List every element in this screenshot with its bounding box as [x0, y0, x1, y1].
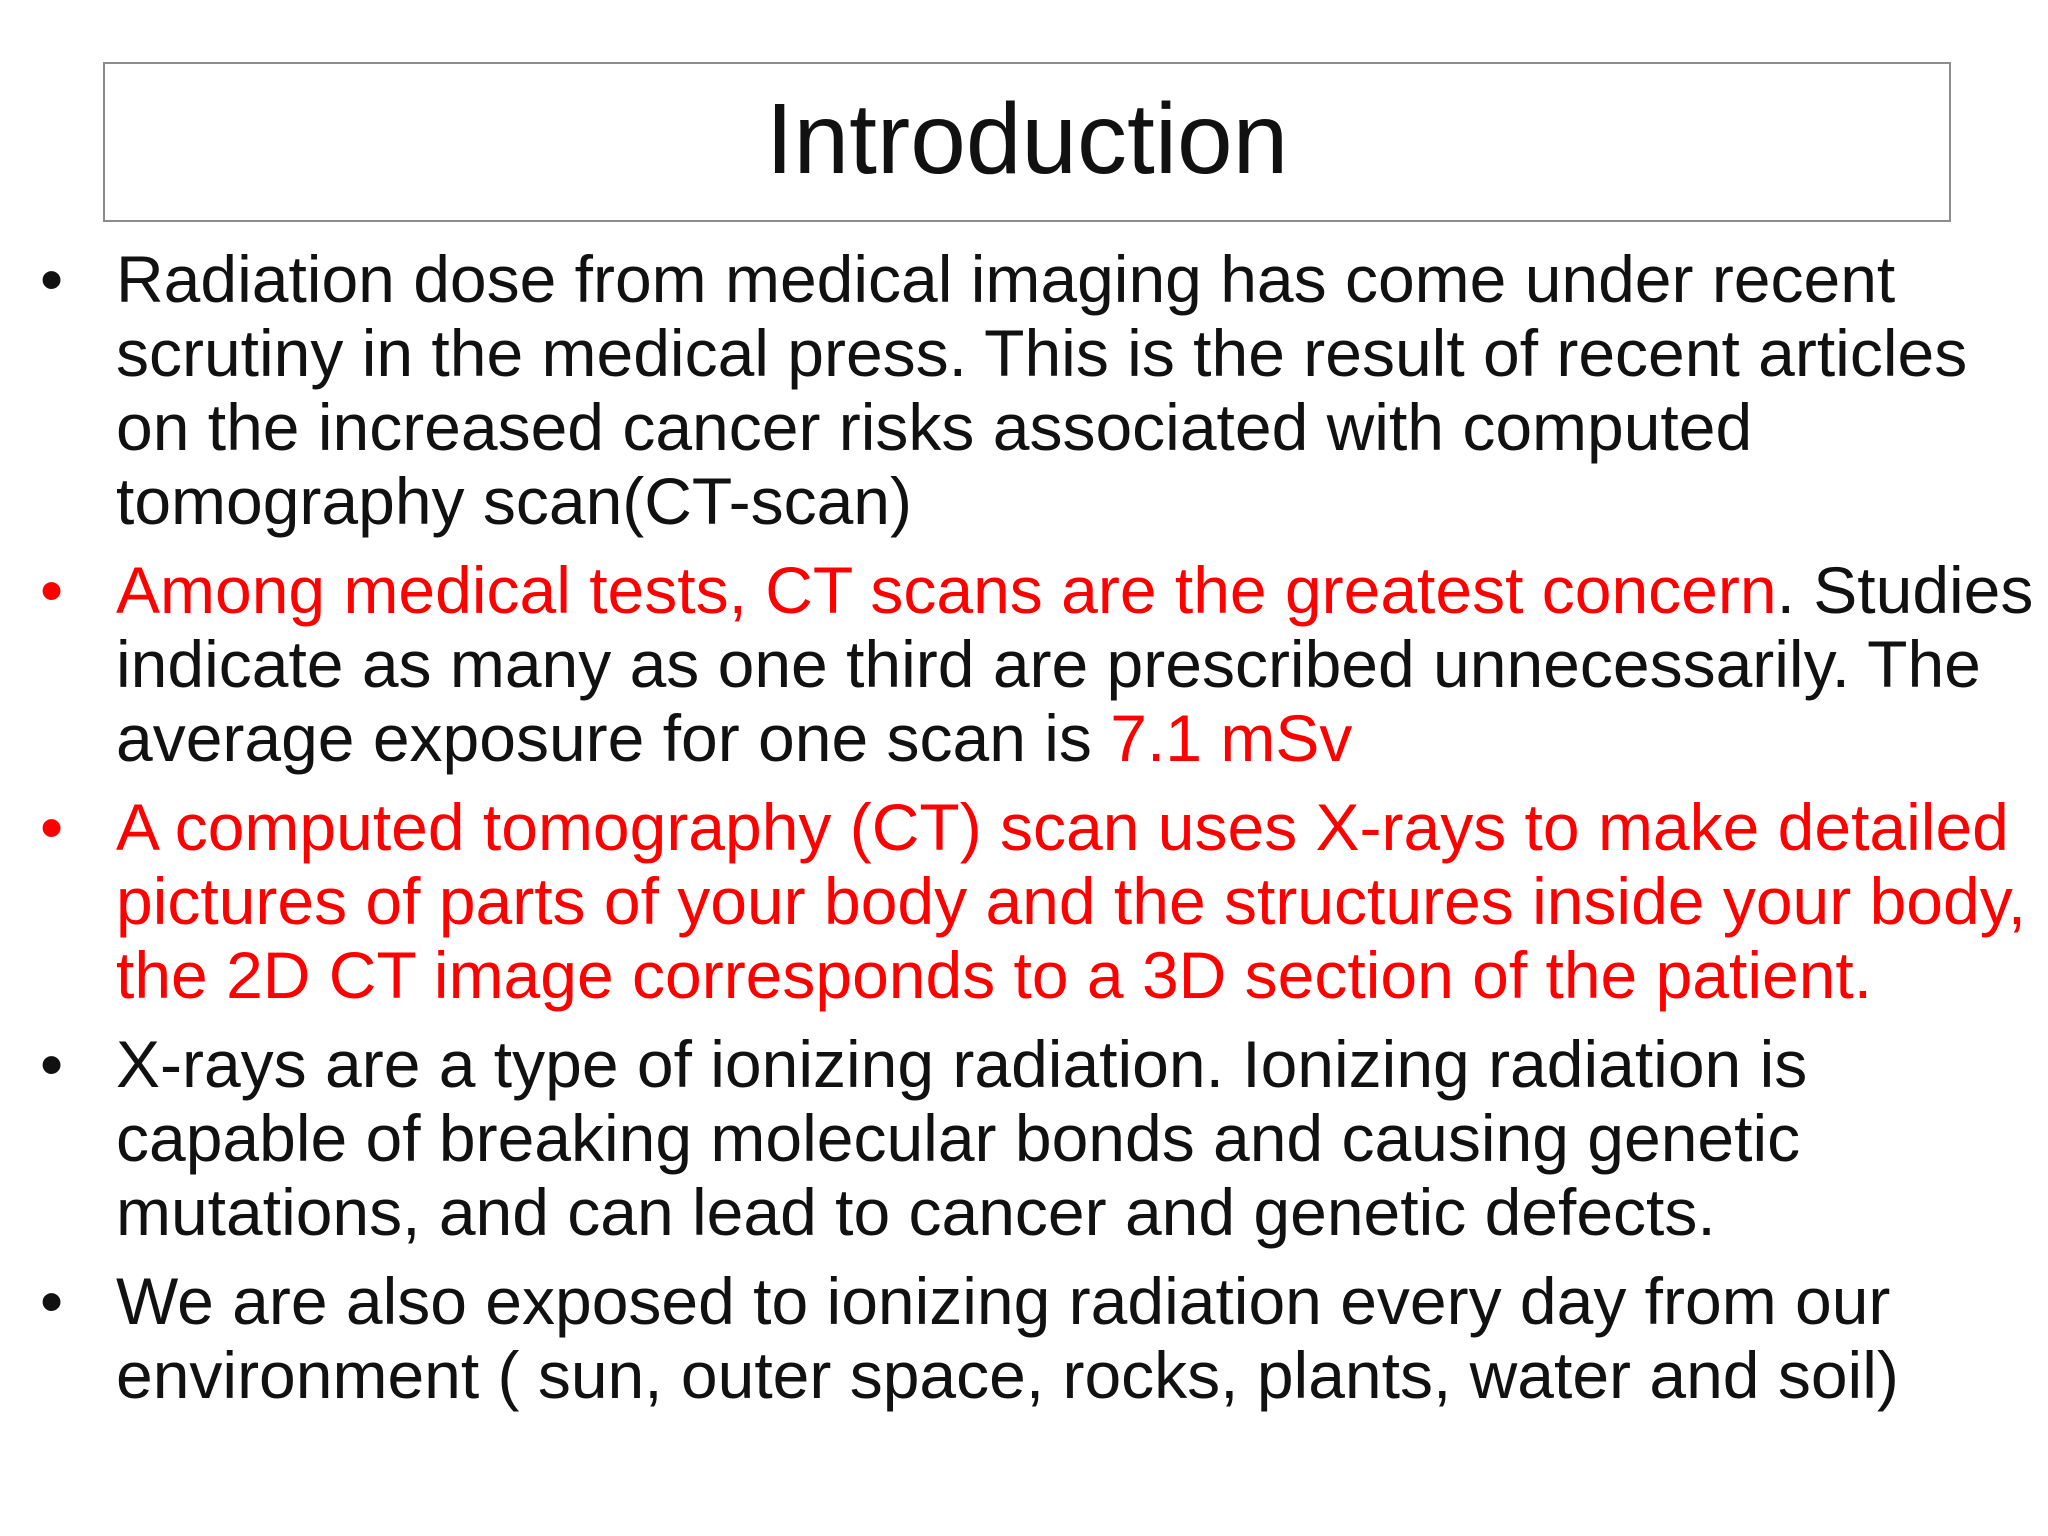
bullet-text-highlight: A computed tomography (CT) scan uses X-rays to make detailed pictures of parts of your body and the structures inside your body, the 2D CT image corresponds to a 3D section of the patient. [116, 790, 2027, 1012]
bullet-list [30, 242, 2040, 1427]
bullet-item [30, 1027, 2040, 1249]
bullet-text: We are also exposed to ionizing radiation every day from our environment ( sun, outer space, rocks, plants, water and soil) [116, 1264, 1899, 1412]
bullet-item [30, 553, 2040, 775]
bullet-item [30, 790, 2040, 1012]
bullet-text-highlight: 7.1 mSv [1110, 701, 1353, 775]
slide-title: Introduction [765, 83, 1289, 195]
bullet-dot: • [40, 242, 64, 316]
bullet-dot: • [40, 1264, 64, 1338]
bullet-text-highlight: Among medical tests, CT scans are the greatest concern [116, 553, 1777, 627]
title-box [103, 62, 1951, 222]
bullet-text: X-rays are a type of ionizing radiation. Ionizing radiation is capable of breaking molecular bonds and causing genetic mutations, and can lead to cancer and genetic defects. [116, 1027, 1808, 1249]
bullet-text: . Studies indicate as many as one third are prescribed unnecessarily. The average exposure for one scan is [116, 553, 2034, 775]
bullet-item [30, 1264, 2040, 1412]
bullet-text: Radiation dose from medical imaging has come under recent scrutiny in the medical press. This is the result of recent articles on the increased cancer risks associated with computed tomography scan(CT-scan) [116, 242, 1968, 538]
bullet-item [30, 242, 2040, 538]
bullet-dot: • [40, 1027, 64, 1101]
bullet-dot: • [40, 553, 64, 627]
bullet-dot: • [40, 790, 64, 864]
